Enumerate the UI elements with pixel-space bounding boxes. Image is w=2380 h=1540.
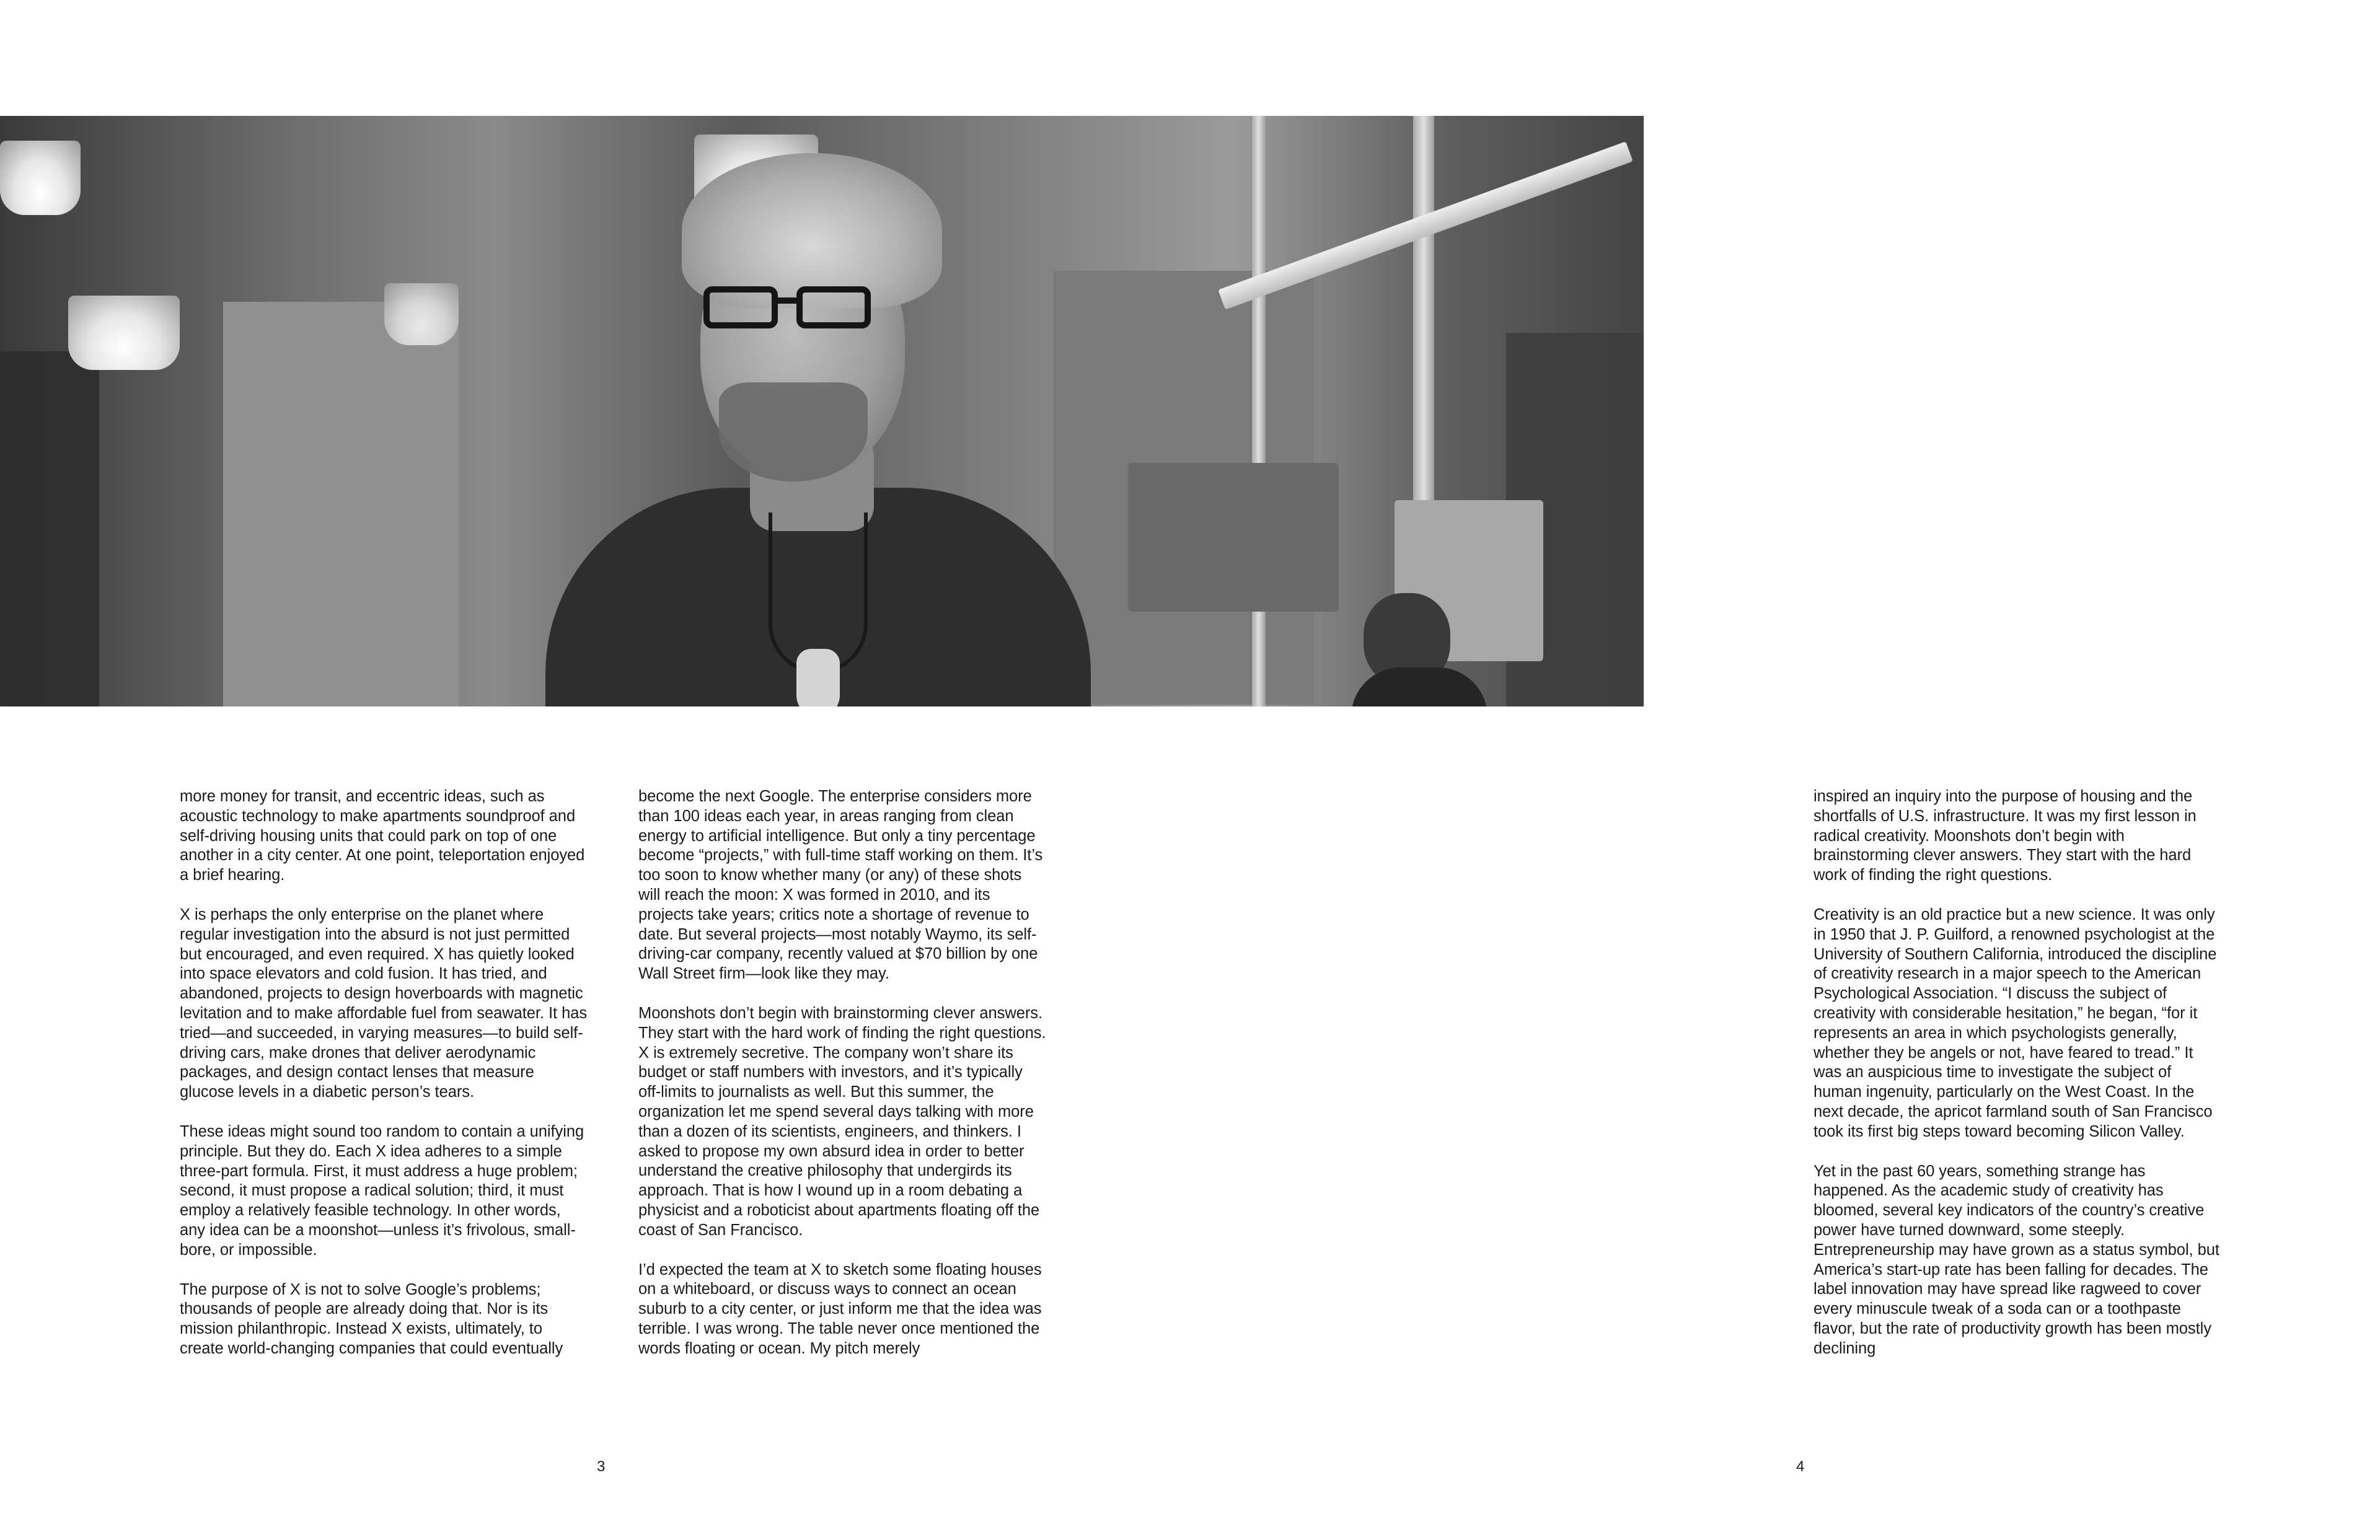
paragraph: Moonshots don’t begin with brainstorming clever answers. They start with the hard work of finding the right questions. X is extremely secretive. The company won’t share its budget or staff numbers with investors, and it’s typically off-limits to journalists as well. But this summer, the organization let me spend several days talking with more than a dozen of its scientists, engineers, and thinkers. I asked to propose my own absurd idea in order to better understand the creative philosophy that undergirds its approach. That is how I wound up in a room debating a physicist and a roboticist about apartments floating off the coast of San Francisco. [638,1004,1046,1239]
photo-background-person [1351,593,1488,706]
paragraph: I’d expected the team at X to sketch some floating houses on a whiteboard, or discuss ways to connect an ocean suburb to a city center, or just inform me that the idea was terrible. I was wrong. The table never once mentioned the words floating or ocean. My pitch merely [638,1261,1042,1357]
photo-lamp [68,296,180,370]
text-column-middle [638,787,1047,1359]
page-number-right: 4 [1796,1458,1805,1475]
photo-background-body [1351,667,1488,706]
photo-subject-beard [719,382,868,482]
paragraph: Creativity is an old practice but a new science. It was only in 1950 that J. P. Guilford, a renowned psychologist at the University of Southern California, introduced the discipline of creativity research in a major speech to the American Psychological Association. “I discuss the subject of creativity with considerable hesitation,” he began, “for it represents an area in which psychologists generally, whether they be angels or not, have feared to tread.” It was an auspicious time to investigate the subject of human ingenuity, particularly on the West Coast. In the next decade, the apricot farmland south of San Francisco took its first big steps toward becoming Silicon Valley. [1814,905,2217,1140]
photo-subject [545,141,1091,706]
paragraph: These ideas might sound too random to contain a unifying principle. But they do. Each X idea adheres to a simple three-part formula. First, it must address a huge problem; second, it must propose a radical solution; third, it must employ a relatively feasible technology. In other words, any idea can be a moonshot—unless it’s frivolous, small-bore, or impossible. [180,1122,584,1259]
glasses-bridge [777,297,799,304]
photo-lamp [384,283,459,345]
photo-subject-pendant [796,649,840,706]
photo-machine [1128,463,1339,612]
page-number-left: 3 [597,1458,606,1475]
paragraph: inspired an inquiry into the purpose of housing and the shortfalls of U.S. infrastructure. It was my first lesson in radical creativity. Moonshots don’t begin with brainstorming clever answers. They start with the hard work of finding the right questions. [1814,788,2197,884]
paragraph: more money for transit, and eccentric ideas, such as acoustic technology to make apartments soundproof and self-driving housing units that could park on top of one another in a city center. At one point, teleportation enjoyed a brief hearing. [180,788,585,884]
paragraph: X is perhaps the only enterprise on the planet where regular investigation into the absurd is not just permitted but encouraged, and even required. X has quietly looked into space elevators and cold fusion. It has tried, and abandoned, projects to design hoverboards with magnetic levitation and to make affordable fuel from seawater. It has tried—and succeeded, in varying measures—to build self-driving cars, make drones that deliver aerodynamic packages, and design contact lenses that measure glucose levels in a diabetic person’s tears. [180,905,588,1101]
portrait-photo [0,116,1644,706]
photo-subject-hair [682,153,942,308]
photo-lamp [0,141,81,215]
glasses-lens [703,286,778,328]
photo-shelf [0,351,99,706]
photo-pipe [1252,116,1266,706]
text-column-right [1814,787,2223,1359]
paragraph: Yet in the past 60 years, something strange has happened. As the academic study of creativity has bloomed, several key indicators of the country’s creative power have turned downward, some steeply. Entrepreneurship may have grown as a status symbol, but America’s start-up rate has been falling for decades. The label innovation may have spread like ragweed to cover every minuscule tweak of a soda can or a toothpaste flavor, but the rate of productivity growth has been mostly declining [1814,1162,2219,1357]
paragraph: become the next Google. The enterprise considers more than 100 ideas each year, in areas ranging from clean energy to artificial intelligence. But only a tiny percentage become “projects,” with full-time staff working on them. It’s too soon to know whether many (or any) of these shots will reach the moon: X was formed in 2010, and its projects take years; critics note a shortage of revenue to date. But several projects—most notably Waymo, its self-driving-car company, recently valued at $70 billion by one Wall Street firm—look like they may. [638,788,1043,983]
text-column-left [180,787,589,1359]
paragraph: The purpose of X is not to solve Google’s problems; thousands of people are already doing that. Nor is its mission philanthropic. Instead X exists, ultimately, to create world-changing companies that could eventually [180,1280,563,1357]
photo-subject-glasses [703,286,889,330]
glasses-lens [796,286,871,328]
photo-wall [223,302,459,706]
